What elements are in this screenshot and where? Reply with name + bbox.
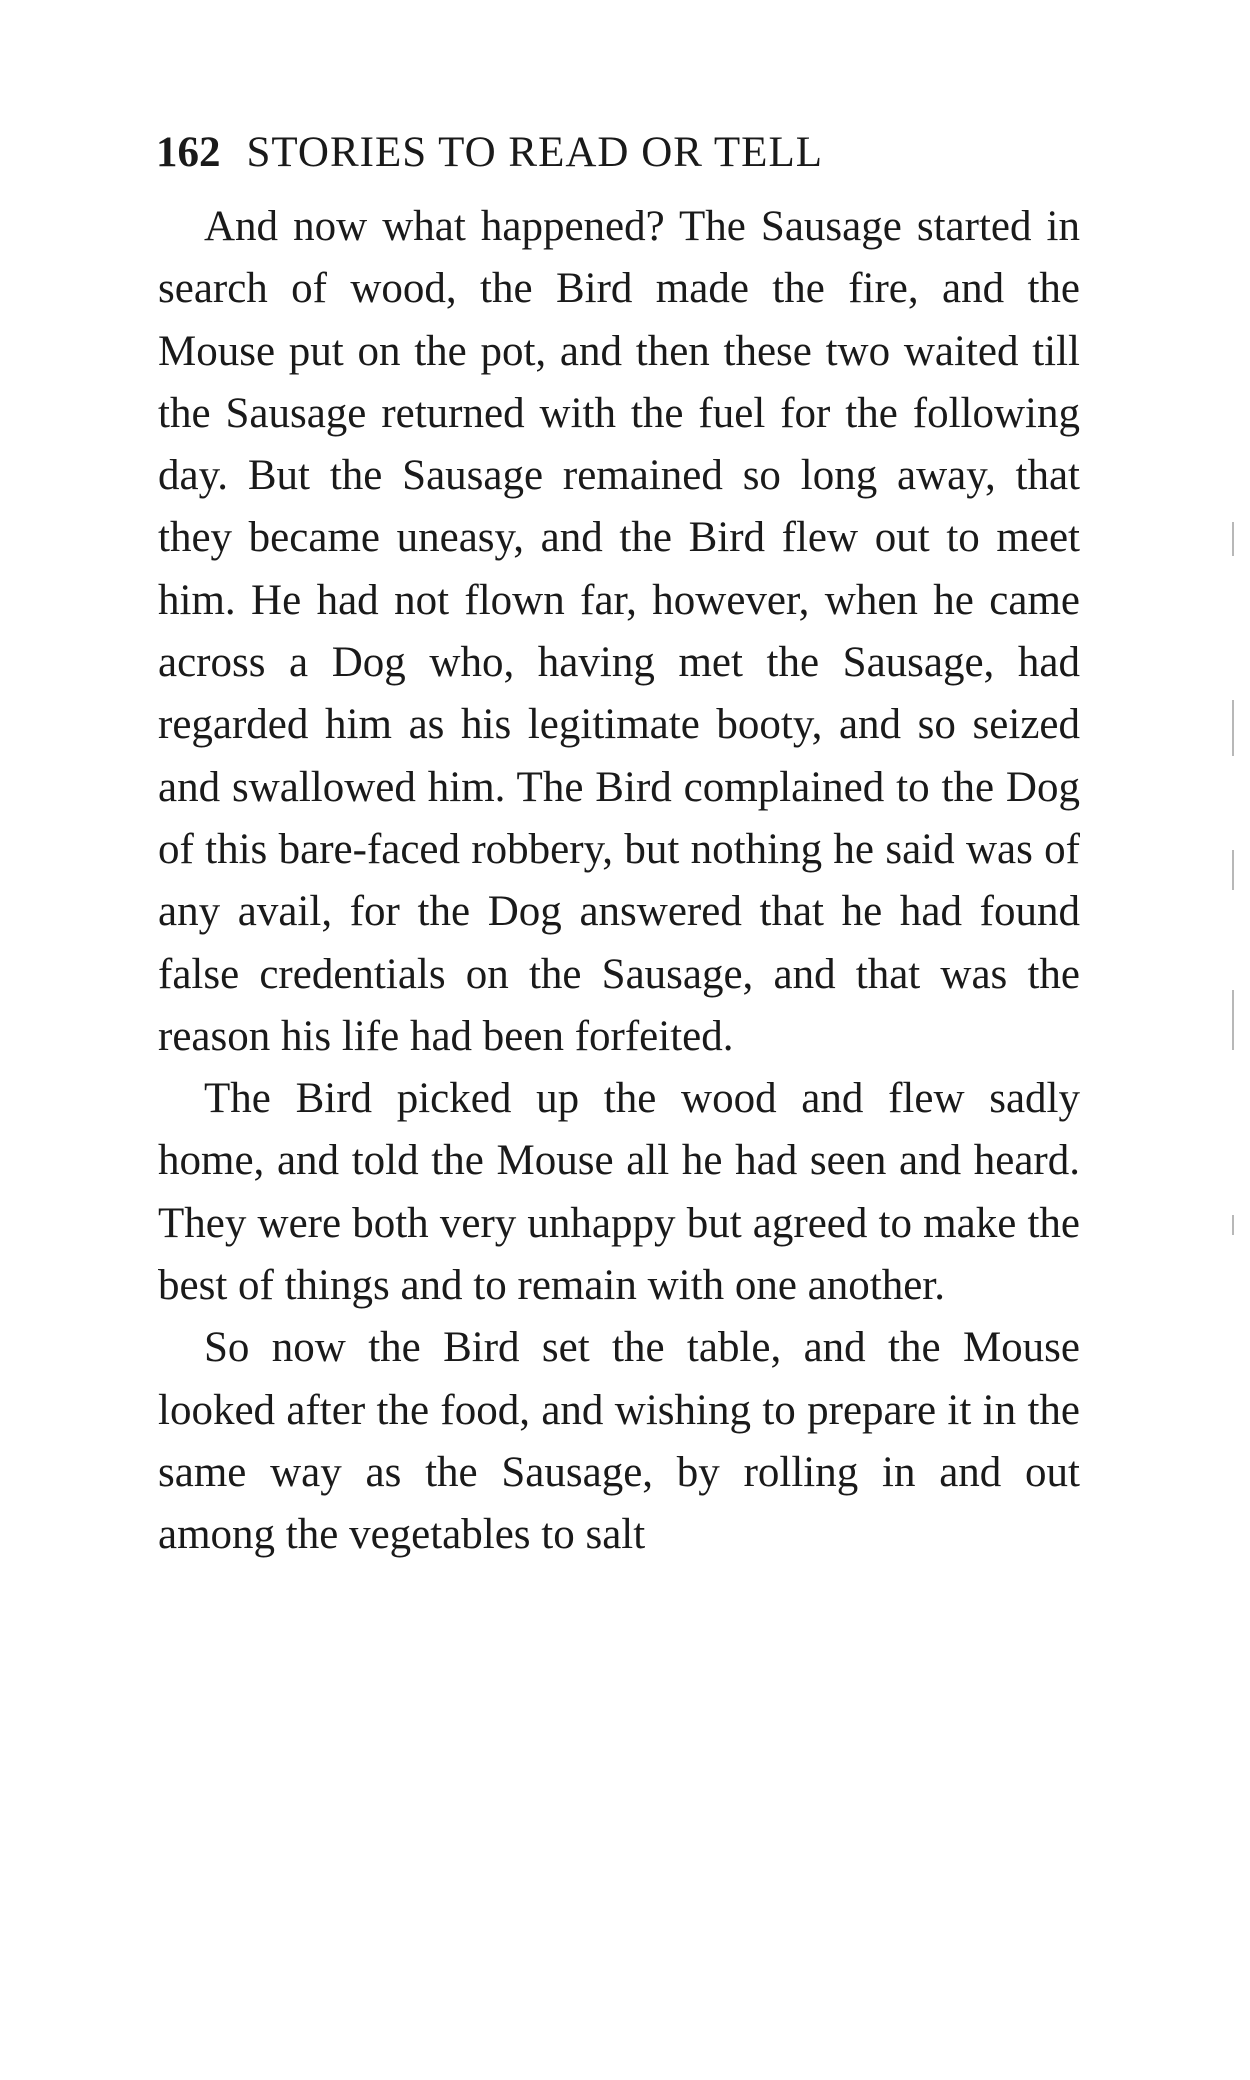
running-title: STORIES TO READ OR TELL bbox=[246, 129, 823, 176]
body-text bbox=[158, 196, 1080, 1567]
page-number: 162 bbox=[156, 129, 221, 176]
scan-speck bbox=[1232, 700, 1234, 756]
running-head bbox=[156, 128, 1080, 178]
paragraph-2: The Bird picked up the wood and flew sadly home, and told the Mouse all he had seen and heard. They were both very unhappy but agreed to make the best of things and to remain with one another. bbox=[158, 1075, 1080, 1310]
scan-speck bbox=[1232, 990, 1234, 1050]
scan-speck bbox=[1232, 850, 1234, 890]
paragraph-3: So now the Bird set the table, and the Mouse looked after the food, and wishing to prepare it in the same way as the Sausage, by rolling in and out among the vegetables to salt bbox=[158, 1324, 1080, 1559]
scan-speck bbox=[1232, 522, 1234, 556]
scan-speck bbox=[1232, 1215, 1234, 1235]
paragraph-1: And now what happened? The Sausage started in search of wood, the Bird made the fire, and the Mouse put on the pot, and then these two waited till the Sausage returned with the fuel for the following day. But the Sausage remained so long away, that they became uneasy, and the Bird flew out to meet him. He had not flown far, however, when he came across a Dog who, having met the Sausage, had regarded him as his legitimate booty, and so seized and swallowed him. The Bird complained to the Dog of this bare-faced robbery, but nothing he said was of any avail, for the Dog answered that he had found false credentials on the Sausage, and that was the reason his life had been forfeited. bbox=[158, 203, 1080, 1060]
